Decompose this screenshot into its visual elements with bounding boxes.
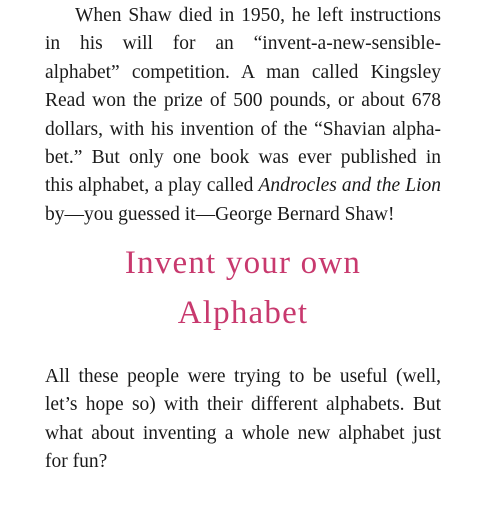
body-paragraph-shaw — [45, 2, 441, 229]
text-line: in his will for an “invent-a-new-sensible- — [45, 33, 441, 55]
text-line: let’s hope so) with their different alphabets. But — [45, 394, 441, 416]
text-line: bet.” But only one book was ever published in — [45, 147, 441, 169]
text-line: for fun? — [45, 451, 108, 473]
book-title-italic: Androcles and the Lion — [258, 175, 441, 197]
heading-line-1: Invent your own — [124, 245, 362, 281]
text-line: Read won the prize of 500 pounds, or about 678 — [45, 90, 441, 112]
text-line: by—you guessed it—George Bernard Shaw! — [45, 203, 395, 225]
section-heading — [45, 238, 441, 338]
text-line: All these people were trying to be useful (well, — [45, 366, 441, 387]
text-line: alphabet” competition. A man called Kingsley — [45, 61, 441, 83]
text-line: this alphabet, a play called Androcles and the Lion — [45, 175, 441, 197]
body-paragraph-invent — [45, 363, 441, 477]
text-line: dollars, with his invention of the “Shavian alpha- — [45, 118, 441, 140]
text-line: When Shaw died in 1950, he left instructions — [75, 5, 441, 26]
heading-line-2: Alphabet — [177, 295, 309, 331]
text-line: what about inventing a whole new alphabet just — [45, 422, 441, 444]
